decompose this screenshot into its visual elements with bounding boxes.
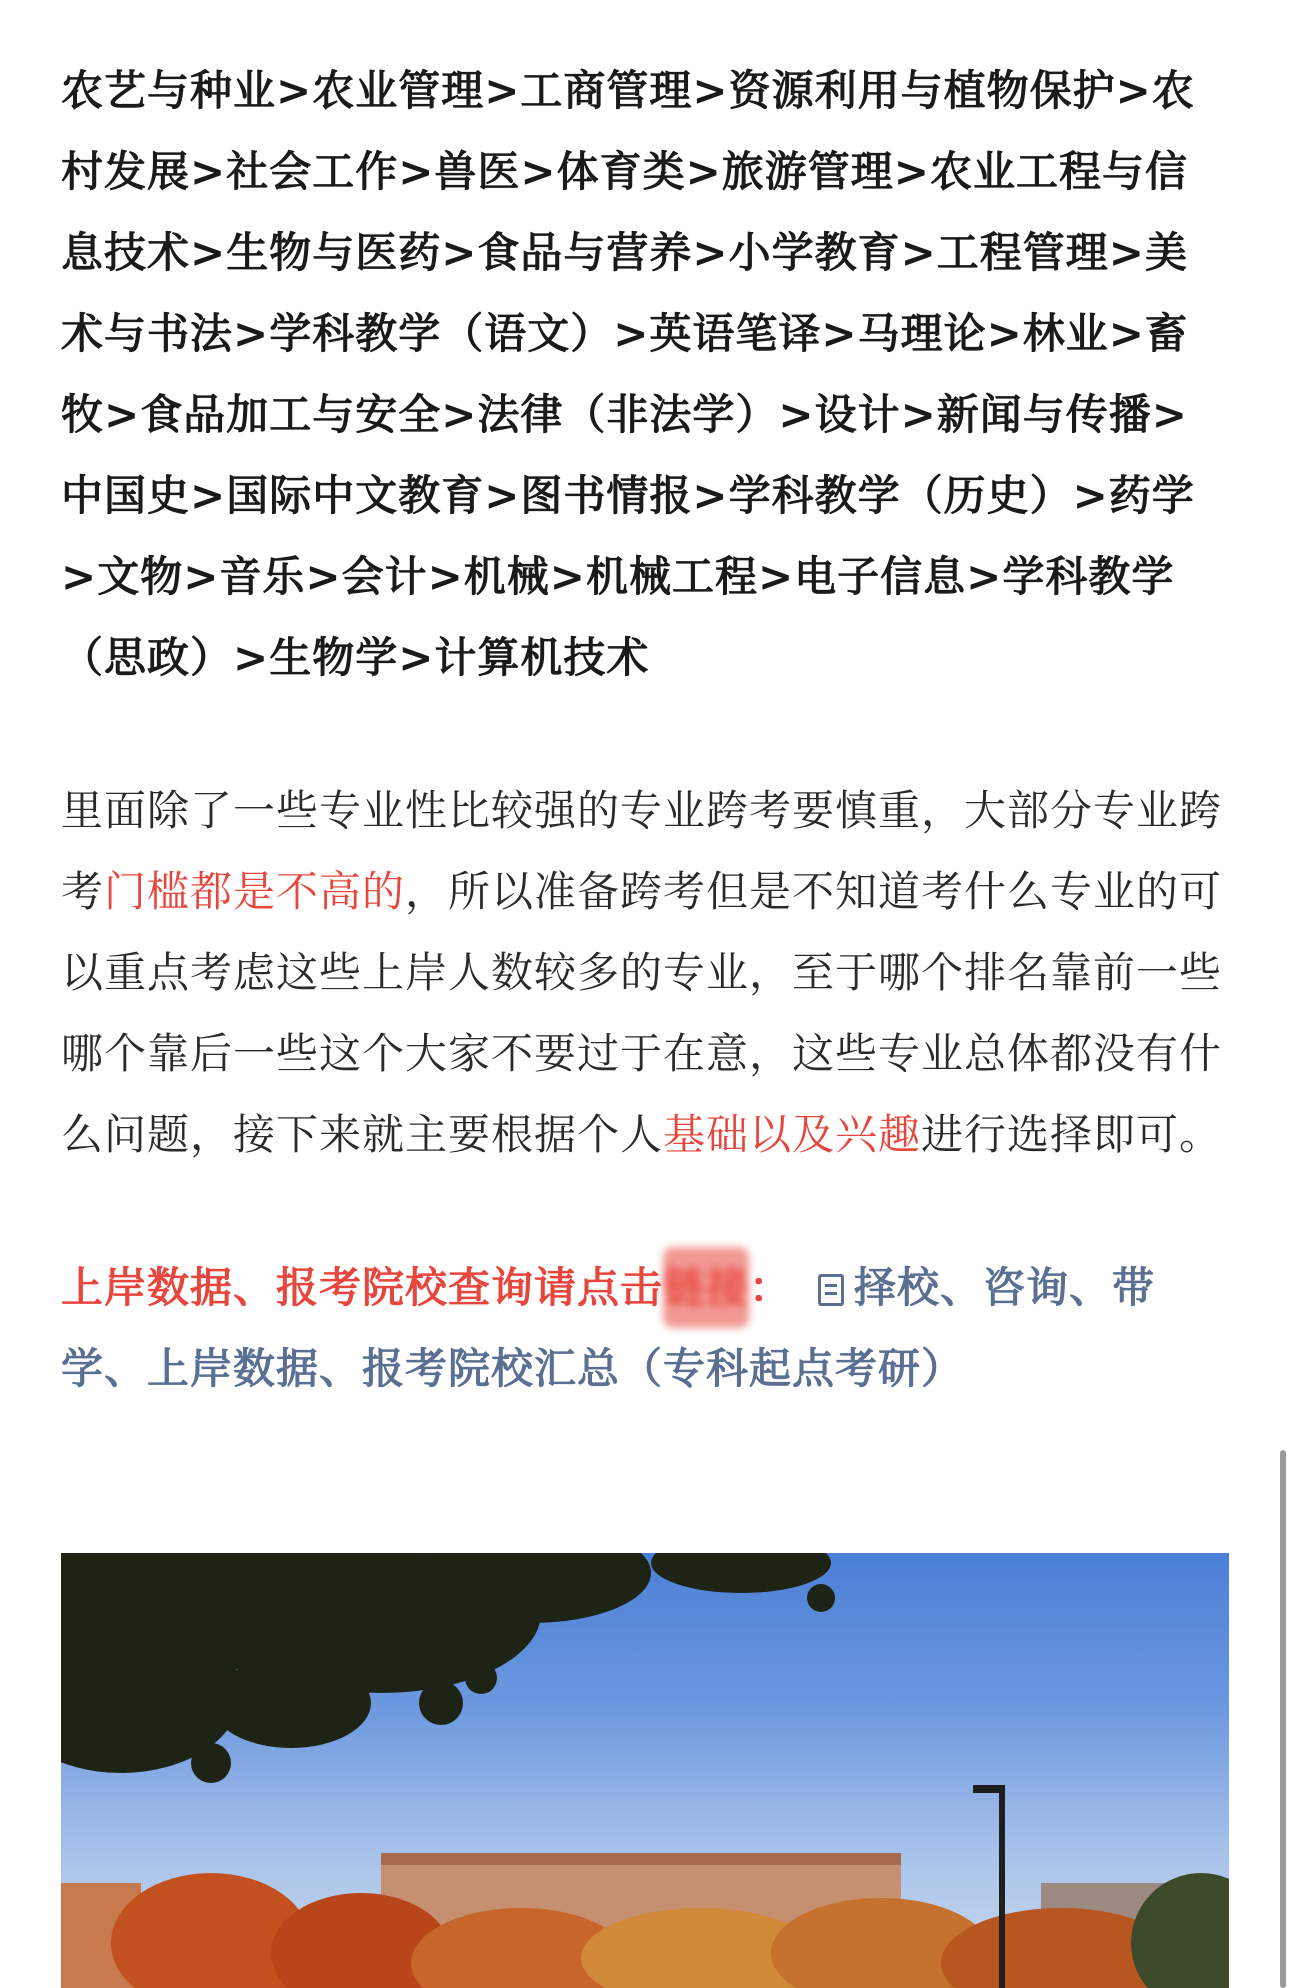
- advice-text-3: 进行选择即可。: [921, 1110, 1223, 1159]
- advice-text-1: 里面除了一些专业性比较强的专业跨考要慎重，大部分专业跨考: [61, 786, 1223, 916]
- link-colon: ：: [749, 1263, 793, 1312]
- campus-photo[interactable]: [61, 1553, 1229, 1988]
- majors-list: 农艺与种业>农业管理>工商管理>资源利用与植物保护>农村发展>社会工作>兽医>体育类>旅游管理>农业工程与信息技术>生物与医药>食品与营养>小学教育>工程管理>美术与书法>学科教学（语文）>英语笔译>马理论>林业>畜牧>食品加工与安全>法律（非法学）>设计>新闻与传播>中国史>国际中文教育>图书情报>学科教学（历史）>药学>文物>音乐>会计>机械>机械工程>电子信息>学科教学（思政）>生物学>计算机技术: [61, 66, 1195, 682]
- link-block: [61, 1247, 1229, 1409]
- article-link[interactable]: 择校、咨询、带学、上岸数据、报考院校汇总（专科起点考研）: [61, 1263, 1156, 1393]
- advice-text-2: ，所以准备跨考但是不知道考什么专业的可以重点考虑这些上岸人数较多的专业，至于哪个排名靠前一些哪个靠后一些这个大家不要过于在意，这些专业总体都没有什么问题，接下来就主要根据个人: [61, 867, 1223, 1159]
- page-scrollbar[interactable]: [1280, 1450, 1286, 1988]
- document-icon[interactable]: [818, 1274, 844, 1306]
- advice-highlight-basis: 基础以及兴趣: [663, 1110, 922, 1159]
- advice-highlight-threshold: 门槛都是不高的: [104, 867, 406, 916]
- article-body: [61, 50, 1229, 1409]
- advice-paragraph: [61, 770, 1229, 1175]
- link-lead-text: 上岸数据、报考院校查询请点击: [61, 1263, 664, 1312]
- campus-photo-drawing: [61, 1553, 1229, 1988]
- tree-silhouette: [61, 1553, 835, 1783]
- redacted-link-word: 链接: [663, 1247, 749, 1328]
